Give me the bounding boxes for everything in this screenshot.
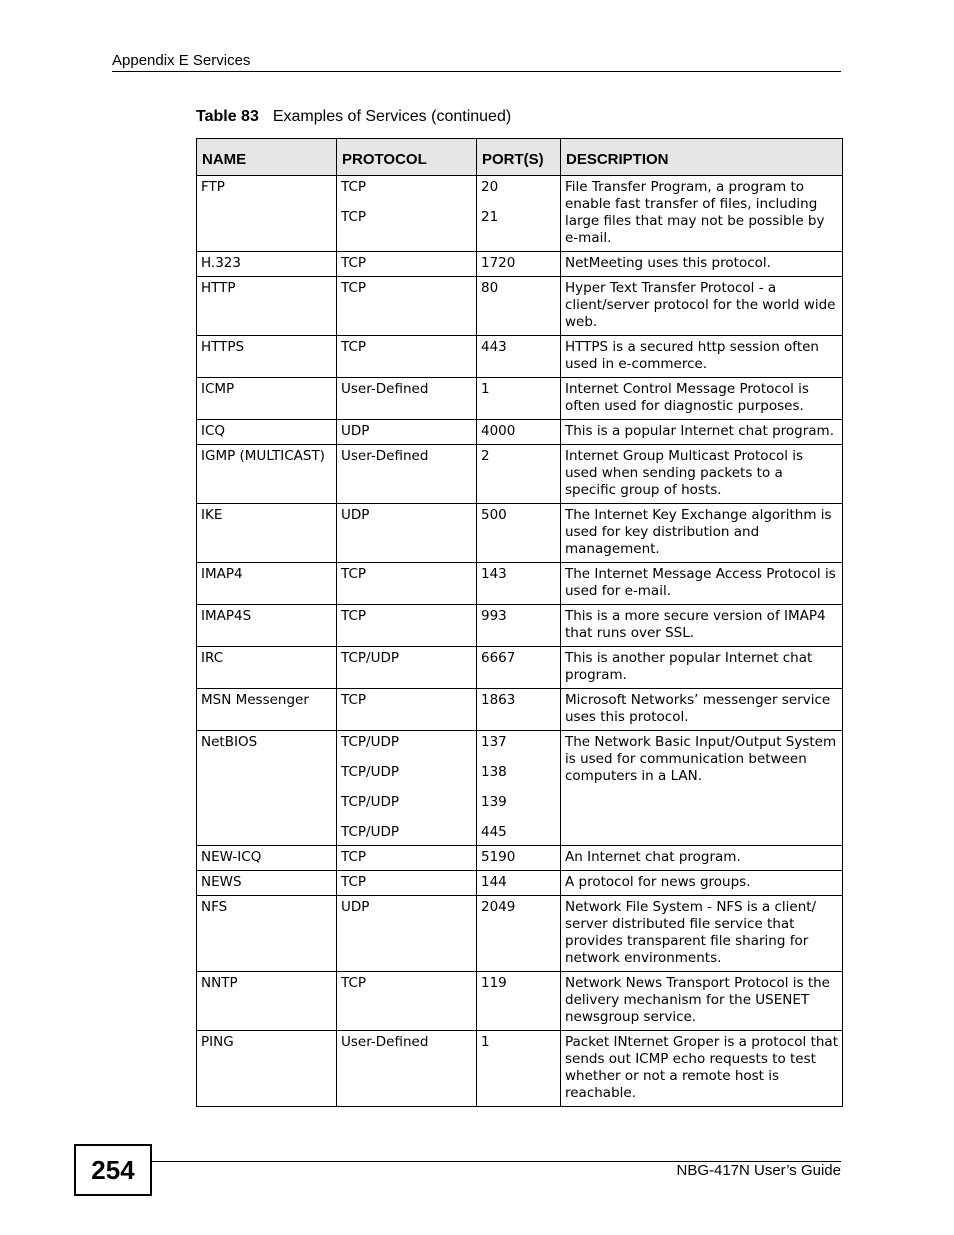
cell-ports [477, 605, 561, 647]
cell-name: IRC [197, 647, 337, 689]
protocol-value: UDP [341, 423, 370, 439]
cell-name: MSN Messenger [197, 689, 337, 731]
protocol-value: TCP [341, 339, 367, 355]
table-row [197, 252, 843, 277]
port-value: 119 [481, 975, 507, 991]
cell-name: HTTPS [197, 336, 337, 378]
cell-name: ICMP [197, 378, 337, 420]
cell-name: IMAP4 [197, 563, 337, 605]
cell-protocol [337, 605, 477, 647]
protocol-value: UDP [341, 507, 370, 523]
protocol-value: TCP [341, 255, 367, 271]
cell-ports [477, 252, 561, 277]
cell-description: The Network Basic Input/Output System is used for communication between computers in a LAN. [561, 731, 843, 846]
cell-name: NEW-ICQ [197, 846, 337, 871]
guide-title: NBG-417N User’s Guide [676, 1162, 841, 1179]
cell-protocol [337, 1031, 477, 1107]
cell-description: Network File System - NFS is a client/ server distributed file service that provides transparent file sharing for network environments. [561, 896, 843, 972]
page-number: 254 [74, 1144, 152, 1196]
cell-protocol [337, 336, 477, 378]
protocol-value: TCP [341, 209, 367, 225]
protocol-value: TCP/UDP [341, 824, 399, 840]
cell-description: This is a more secure version of IMAP4 that runs over SSL. [561, 605, 843, 647]
protocol-value: UDP [341, 899, 370, 915]
cell-ports [477, 378, 561, 420]
cell-ports [477, 846, 561, 871]
port-value: 143 [481, 566, 507, 582]
port-value: 5190 [481, 849, 516, 865]
cell-description: NetMeeting uses this protocol. [561, 252, 843, 277]
cell-name: NFS [197, 896, 337, 972]
cell-ports [477, 420, 561, 445]
cell-description: This is a popular Internet chat program. [561, 420, 843, 445]
cell-protocol [337, 647, 477, 689]
cell-name: NEWS [197, 871, 337, 896]
cell-protocol [337, 378, 477, 420]
table-row [197, 731, 843, 846]
cell-description: Packet INternet Groper is a protocol that sends out ICMP echo requests to test whether or not a remote host is reachable. [561, 1031, 843, 1107]
port-value: 445 [481, 824, 507, 840]
protocol-value: TCP [341, 179, 367, 195]
cell-protocol [337, 445, 477, 504]
cell-ports [477, 896, 561, 972]
table-row [197, 445, 843, 504]
cell-ports [477, 336, 561, 378]
port-value: 4000 [481, 423, 516, 439]
protocol-value: User-Defined [341, 381, 429, 397]
table-row [197, 420, 843, 445]
port-value: 2 [481, 448, 490, 464]
cell-protocol [337, 896, 477, 972]
port-value: 1 [481, 1034, 490, 1050]
table-row [197, 504, 843, 563]
cell-protocol [337, 731, 477, 846]
table-body [197, 176, 843, 1107]
cell-description: A protocol for news groups. [561, 871, 843, 896]
port-value: 1863 [481, 692, 516, 708]
cell-ports [477, 176, 561, 252]
table-row [197, 605, 843, 647]
port-value: 2049 [481, 899, 516, 915]
port-value: 1720 [481, 255, 516, 271]
protocol-value: TCP [341, 608, 367, 624]
cell-description: The Internet Message Access Protocol is used for e-mail. [561, 563, 843, 605]
cell-ports [477, 1031, 561, 1107]
cell-name: NetBIOS [197, 731, 337, 846]
cell-protocol [337, 689, 477, 731]
port-value: 80 [481, 280, 499, 296]
cell-description: An Internet chat program. [561, 846, 843, 871]
protocol-value: TCP/UDP [341, 764, 399, 780]
cell-protocol [337, 972, 477, 1031]
table-row [197, 896, 843, 972]
table-caption-label: Table 83 [196, 108, 259, 125]
cell-name: HTTP [197, 277, 337, 336]
cell-name: IKE [197, 504, 337, 563]
cell-name: NNTP [197, 972, 337, 1031]
cell-name: H.323 [197, 252, 337, 277]
cell-protocol [337, 563, 477, 605]
cell-name: ICQ [197, 420, 337, 445]
cell-name: PING [197, 1031, 337, 1107]
table-row [197, 336, 843, 378]
cell-ports [477, 647, 561, 689]
table-row [197, 972, 843, 1031]
port-value: 139 [481, 794, 507, 810]
cell-name: FTP [197, 176, 337, 252]
port-value: 443 [481, 339, 507, 355]
header-divider [112, 71, 841, 72]
cell-ports [477, 504, 561, 563]
table-row [197, 846, 843, 871]
cell-ports [477, 689, 561, 731]
cell-protocol [337, 504, 477, 563]
protocol-value: TCP/UDP [341, 650, 399, 666]
port-value: 1 [481, 381, 490, 397]
cell-protocol [337, 252, 477, 277]
port-value: 138 [481, 764, 507, 780]
cell-description: Network News Transport Protocol is the delivery mechanism for the USENET newsgroup service. [561, 972, 843, 1031]
cell-description: The Internet Key Exchange algorithm is used for key distribution and management. [561, 504, 843, 563]
table-row [197, 277, 843, 336]
cell-name: IMAP4S [197, 605, 337, 647]
port-value: 20 [481, 179, 499, 195]
cell-ports [477, 871, 561, 896]
cell-ports [477, 277, 561, 336]
cell-protocol [337, 277, 477, 336]
protocol-value: TCP [341, 874, 367, 890]
table-caption-title: Examples of Services (continued) [272, 108, 512, 125]
cell-ports [477, 445, 561, 504]
table-row [197, 176, 843, 252]
table-row [197, 563, 843, 605]
cell-protocol [337, 846, 477, 871]
cell-description: File Transfer Program, a program to enable fast transfer of files, including large files that may not be possible by e-mail. [561, 176, 843, 252]
running-header: Appendix E Services [112, 52, 251, 69]
cell-name: IGMP (MULTICAST) [197, 445, 337, 504]
cell-description: Internet Control Message Protocol is often used for diagnostic purposes. [561, 378, 843, 420]
column-header-ports: PORT(S) [477, 139, 561, 176]
protocol-value: TCP [341, 975, 367, 991]
cell-protocol [337, 420, 477, 445]
port-value: 993 [481, 608, 507, 624]
table-caption [196, 108, 511, 126]
table-row [197, 378, 843, 420]
protocol-value: TCP [341, 280, 367, 296]
cell-protocol [337, 871, 477, 896]
cell-description: This is another popular Internet chat program. [561, 647, 843, 689]
protocol-value: TCP [341, 692, 367, 708]
table-row [197, 689, 843, 731]
table-row [197, 1031, 843, 1107]
column-header-description: DESCRIPTION [561, 139, 843, 176]
protocol-value: User-Defined [341, 448, 429, 464]
table-row [197, 871, 843, 896]
port-value: 21 [481, 209, 499, 225]
column-header-protocol: PROTOCOL [337, 139, 477, 176]
protocol-value: TCP [341, 849, 367, 865]
table-header-row [197, 139, 843, 176]
services-table [196, 138, 843, 1107]
protocol-value: TCP/UDP [341, 734, 399, 750]
port-value: 144 [481, 874, 507, 890]
protocol-value: User-Defined [341, 1034, 429, 1050]
protocol-value: TCP/UDP [341, 794, 399, 810]
cell-description: Internet Group Multicast Protocol is used when sending packets to a specific group of hosts. [561, 445, 843, 504]
protocol-value: TCP [341, 566, 367, 582]
column-header-name: NAME [197, 139, 337, 176]
port-value: 6667 [481, 650, 516, 666]
cell-description: HTTPS is a secured http session often used in e-commerce. [561, 336, 843, 378]
cell-description: Microsoft Networks’ messenger service uses this protocol. [561, 689, 843, 731]
cell-description: Hyper Text Transfer Protocol - a client/server protocol for the world wide web. [561, 277, 843, 336]
cell-ports [477, 731, 561, 846]
port-value: 137 [481, 734, 507, 750]
cell-ports [477, 972, 561, 1031]
port-value: 500 [481, 507, 507, 523]
cell-ports [477, 563, 561, 605]
cell-protocol [337, 176, 477, 252]
table-row [197, 647, 843, 689]
